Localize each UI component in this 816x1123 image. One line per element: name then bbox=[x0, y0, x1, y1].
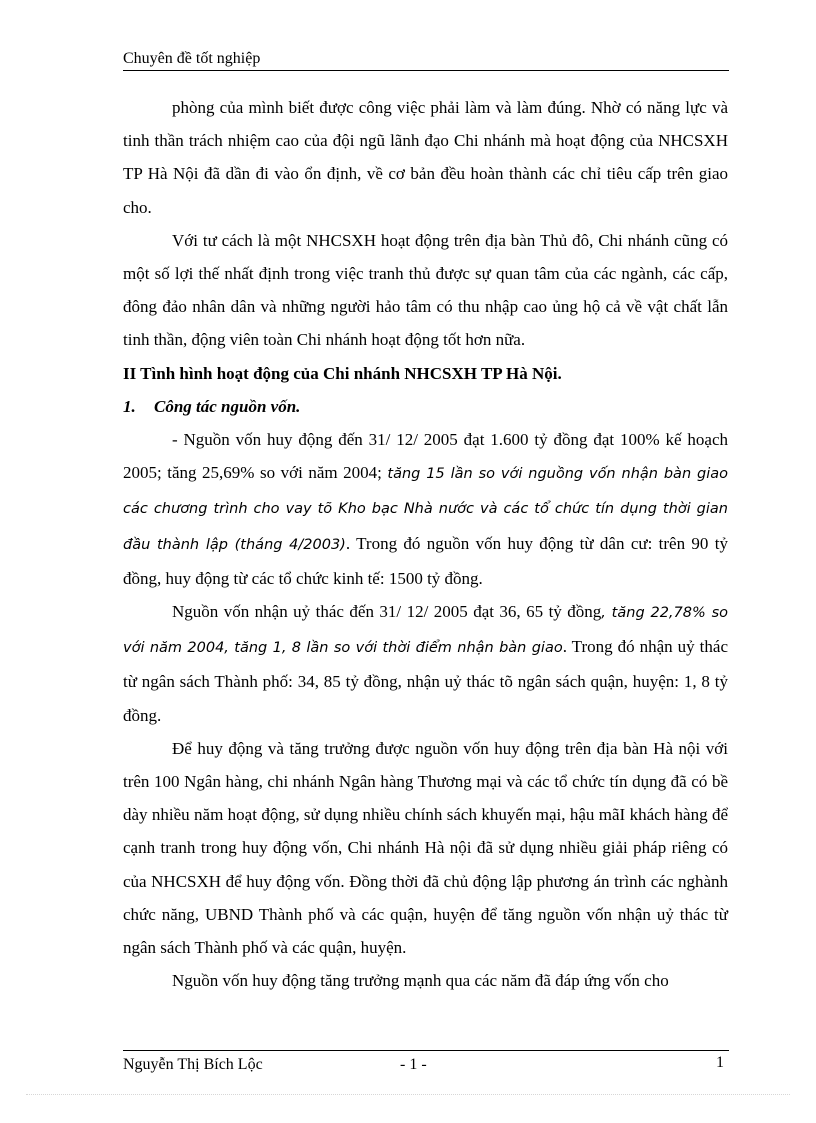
subsection-heading bbox=[123, 390, 728, 423]
footer-author: Nguyễn Thị Bích Lộc bbox=[123, 1056, 263, 1073]
paragraph-text: . Trong đó nhận uỷ thác từ ngân sách Thành phố: 34, 85 tỷ đồng, nhận uỷ thác tõ ngân sách quận, huyện: 1, 8 tỷ đồng. bbox=[123, 637, 728, 725]
subsection-title: Công tác nguồn vốn. bbox=[154, 396, 301, 416]
paragraph: Nguồn vốn huy động tăng trưởng mạnh qua các năm đã đáp ứng vốn cho bbox=[172, 971, 669, 991]
footer-divider bbox=[123, 1050, 729, 1051]
paragraph: phòng của mình biết được công việc phải làm và làm đúng. Nhờ có năng lực và tinh thần trách nhiệm cao của đội ngũ lãnh đạo Chi nhánh mà hoạt động của NHCSXH TP Hà Nội đã dần đi vào ổn định, về cơ bản đều hoàn thành các chỉ tiêu cấp trên giao cho. bbox=[123, 98, 728, 217]
paragraph bbox=[123, 595, 728, 732]
footer-page-number: 1 bbox=[716, 1054, 724, 1071]
subsection-number: 1. bbox=[123, 396, 136, 416]
document-body bbox=[123, 91, 728, 997]
footer-page-label: - 1 - bbox=[400, 1056, 427, 1073]
page-bottom-border bbox=[26, 1094, 790, 1095]
paragraph-italic-text: , tăng 22,78% so với năm 2004, tăng 1, 8 lần so với thời điểm nhận bàn giao bbox=[123, 605, 728, 657]
paragraph bbox=[123, 423, 728, 595]
section-heading: II Tình hình hoạt động của Chi nhánh NHCSXH TP Hà Nội. bbox=[123, 363, 562, 383]
paragraph-text: Nguồn vốn nhận uỷ thác đến 31/ 12/ 2005 đạt 36, 65 tỷ đồng bbox=[172, 602, 602, 622]
page-header bbox=[123, 49, 729, 71]
paragraph: Với tư cách là một NHCSXH hoạt động trên địa bàn Thủ đô, Chi nhánh cũng có một số lợi thế nhất định trong việc tranh thủ được sự quan tâm của các ngành, các cấp, đông đảo nhân dân và những người hảo tâm có thu nhập cao ủng hộ cả về vật chất lẫn tinh thần, động viên toàn Chi nhánh hoạt động tốt hơn nữa. bbox=[123, 230, 728, 350]
paragraph-text: . Trong đó nguồn vốn huy động từ dân cư: trên 90 tỷ đồng, huy động từ các tổ chức kinh tế: 1500 tỷ đồng. bbox=[123, 533, 728, 588]
paragraph-text: - Nguồn vốn huy động đến 31/ 12/ 2005 đạt 1.600 tỷ đồng đạt 100% kế hoạch 2005; tăng 25,69% so với năm 2004; bbox=[123, 430, 728, 483]
header-title: Chuyên đề tốt nghiệp bbox=[123, 50, 261, 67]
paragraph: Để huy động và tăng trưởng được nguồn vốn huy động trên địa bàn Hà nội với trên 100 Ngân hàng, chi nhánh Ngân hàng Thương mại và các tổ chức tín dụng đã có bề dày nhiều năm hoạt động, sử dụng nhiều chính sách khuyến mại, hậu mãI khách hàng để cạnh tranh trong huy động vốn, Chi nhánh Hà nội đã sử dụng nhiều giải pháp riêng có của NHCSXH để huy động vốn. Đồng thời đã chủ động lập phương án trình các nghành chức năng, UBND Thành phố và các quận, huyện để tăng nguồn vốn nhận uỷ thác từ ngân sách Thành phố và các quận, huyện. bbox=[123, 738, 728, 958]
paragraph-italic-text: tăng 15 lần so với nguồng vốn nhận bàn giao các chương trình cho vay tõ Kho bạc Nhà nước và các tổ chức tín dụng thời gian đầu thành lập (tháng 4/2003) bbox=[123, 466, 729, 553]
